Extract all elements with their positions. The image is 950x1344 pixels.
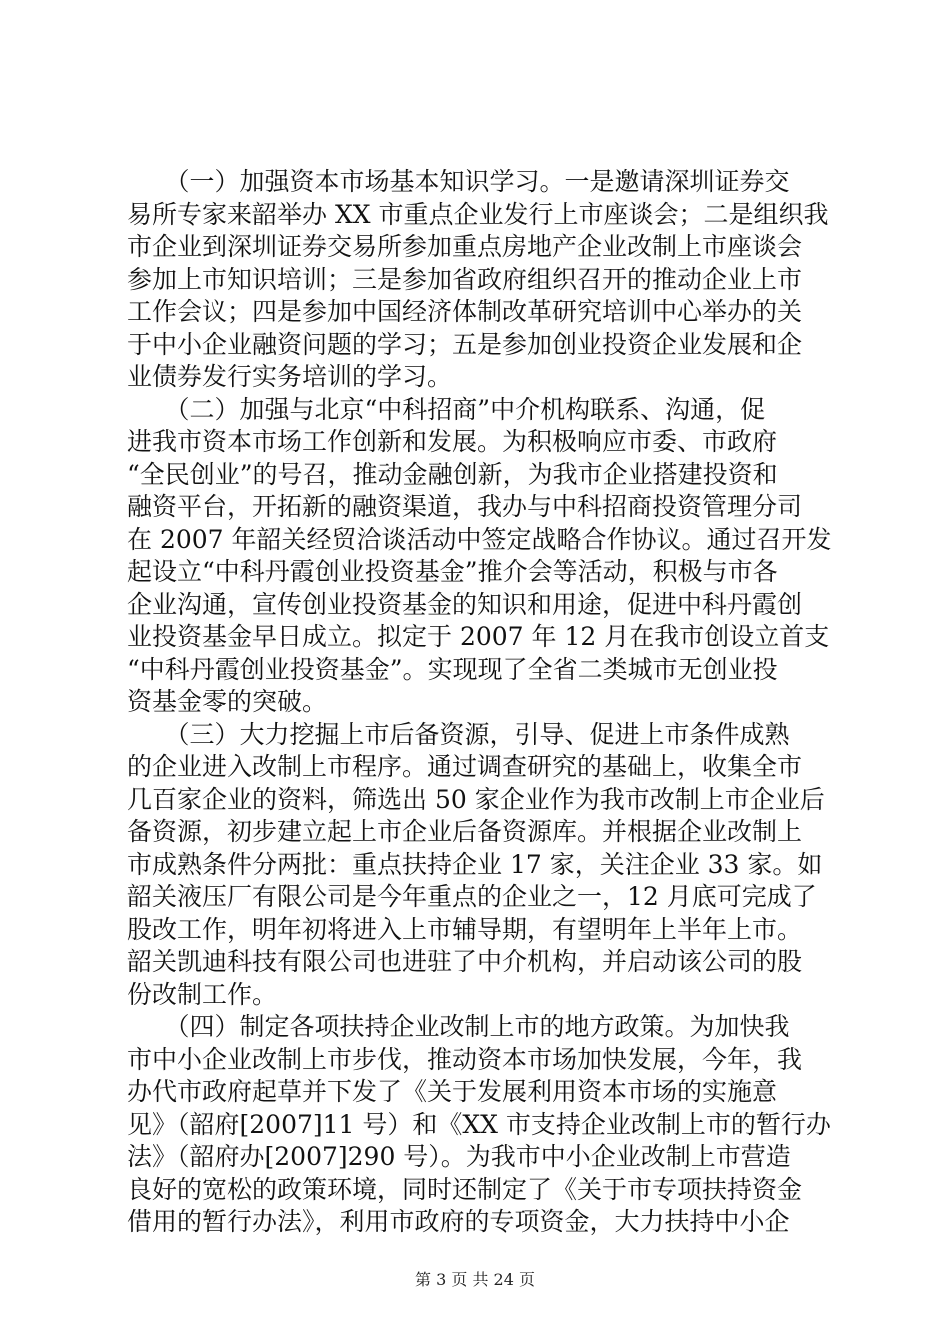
text-line: （三）大力挖掘上市后备资源，引导、促进上市条件成熟	[127, 719, 790, 749]
text-line: 起设立“中科丹霞创业投资基金”推介会等活动，积极与市各	[127, 557, 778, 586]
text-line: 资基金零的突破。	[127, 687, 328, 716]
text-line: 工作会议；四是参加中国经济体制改革研究培训中心举办的关	[127, 297, 803, 326]
text-line: 融资平台，开拓新的融资渠道，我办与中科招商投资管理分司	[127, 492, 803, 521]
text-line: “全民创业”的号召，推动金融创新，为我市企业搭建投资和	[127, 459, 778, 489]
text-line: 业债券发行实务培训的学习。	[127, 362, 453, 391]
text-line: 借用的暂行办法》，利用市政府的专项资金，大力扶持中小企	[127, 1207, 790, 1236]
text-line: 备资源，初步建立起上市企业后备资源库。并根据企业改制上	[127, 817, 803, 846]
text-line: 的企业进入改制上市程序。通过调查研究的基础上，收集全市	[127, 752, 803, 781]
text-line: “中科丹霞创业投资基金”。实现现了全省二类城市无创业投	[127, 654, 778, 684]
text-line: 于中小企业融资问题的学习；五是参加创业投资企业发展和企	[127, 329, 803, 359]
body-text	[127, 166, 837, 1239]
text-line: 办代市政府起草并下发了《关于发展利用资本市场的实施意	[127, 1077, 778, 1106]
text-line: 股改工作，明年初将进入上市辅导期，有望明年上半年上市。	[127, 914, 803, 944]
text-line: 市中小企业改制上市步伐，推动资本市场加快发展，今年，我	[127, 1044, 803, 1074]
text-line: 见》（韶府[2007]11 号）和《XX 市支持企业改制上市的暂行办	[127, 1109, 831, 1139]
text-line: 在 2007 年韶关经贸洽谈活动中签定战略合作协议。通过召开发	[127, 524, 832, 554]
text-line: 业投资基金早日成立。拟定于 2007 年 12 月在我市创设立首支	[127, 622, 830, 651]
text-line: 市企业到深圳证券交易所参加重点房地产企业改制上市座谈会	[127, 232, 803, 261]
text-line: 参加上市知识培训；三是参加省政府组织召开的推动企业上市	[127, 264, 803, 294]
text-line: 韶关凯迪科技有限公司也进驻了中介机构，并启动该公司的股	[127, 947, 803, 976]
text-line: 易所专家来韶举办 XX 市重点企业发行上市座谈会；二是组织我	[127, 199, 829, 229]
text-line: 企业沟通，宣传创业投资基金的知识和用途，促进中科丹霞创	[127, 589, 803, 619]
text-line: 份改制工作。	[127, 979, 278, 1009]
text-line: （一）加强资本市场基本知识学习。一是邀请深圳证券交	[127, 167, 790, 196]
page-footer: 第 3 页 共 24 页	[415, 1270, 535, 1289]
text-line: 韶关液压厂有限公司是今年重点的企业之一，12 月底可完成了	[127, 882, 817, 911]
text-line: （四）制定各项扶持企业改制上市的地方政策。为加快我	[127, 1012, 790, 1041]
text-line: 良好的宽松的政策环境，同时还制定了《关于市专项扶持资金	[127, 1174, 803, 1204]
text-line: 几百家企业的资料，筛选出 50 家企业作为我市改制上市企业后	[127, 784, 825, 814]
text-line: （二）加强与北京“中科招商”中介机构联系、沟通，促	[127, 394, 766, 424]
text-line: 市成熟条件分两批：重点扶持企业 17 家，关注企业 33 家。如	[127, 849, 823, 879]
text-line: 进我市资本市场工作创新和发展。为积极响应市委、市政府	[127, 427, 778, 456]
text-line: 法》（韶府办[2007]290 号）。为我市中小企业改制上市营造	[127, 1142, 791, 1171]
